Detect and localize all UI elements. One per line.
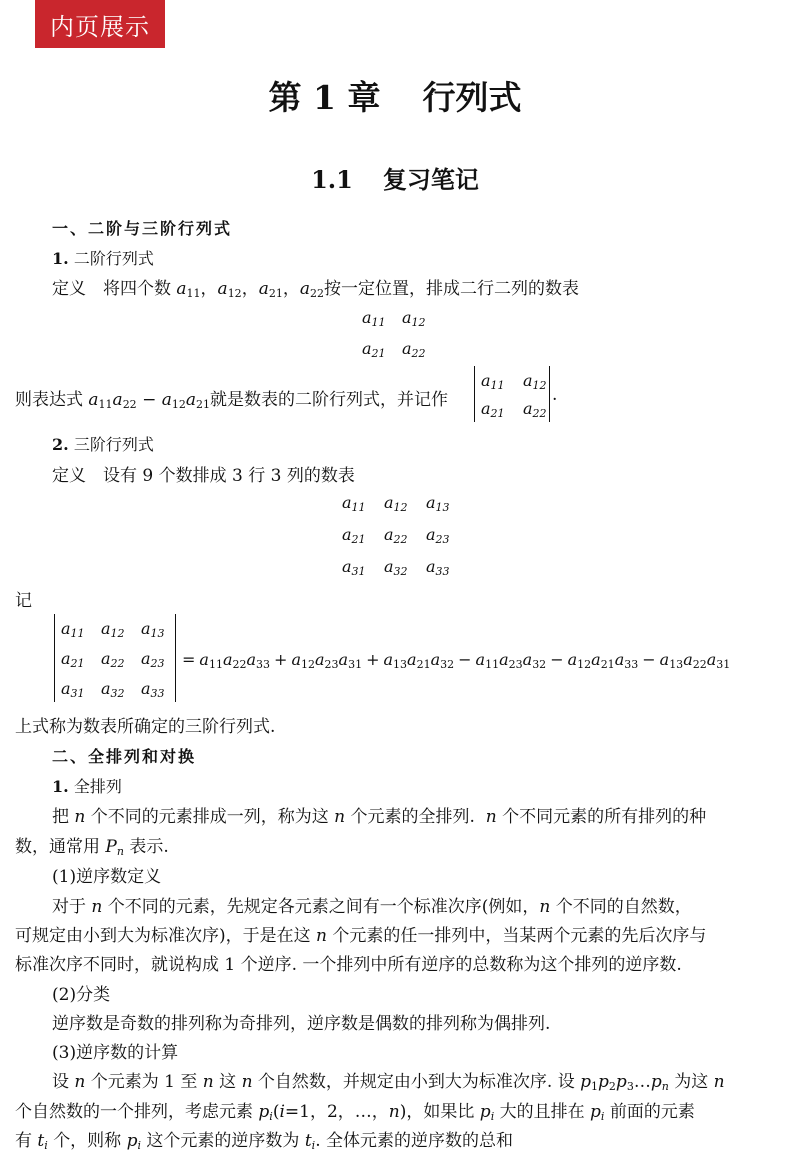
matrix-3x3-row-1: $a_{11}$ $a_{12}$ $a_{13}$	[342, 493, 450, 514]
chapter-title	[0, 72, 790, 119]
expansion-term: − $a_{11}a_{23}a_{32}$	[458, 650, 547, 671]
heading-permutations: 二、全排列和对换	[52, 747, 197, 766]
subheading-inversion-definition: (1)逆序数定义	[52, 867, 162, 887]
expansion-term: − $a_{13}a_{22}a_{31}$	[642, 650, 731, 671]
definition-second-order: 定义 将四个数 $a_{11}$，$a_{12}$，$a_{21}$，$a_{22}$按一定位置，排成二行二列的数表	[52, 279, 579, 300]
inversion-paragraph-line-2: 可规定由小到大为标准次序)，于是在这 n 个元素的任一排列中，当某两个元素的先后次序与	[15, 926, 707, 946]
section-number: 1.1	[311, 165, 353, 194]
second-order-expression: 则表达式 $a_{11}a_{22} - a_{12}a_{21}$就是数表的二阶行列式，并记作	[15, 390, 449, 411]
content-preview-badge: 内页展示	[35, 0, 165, 48]
expansion-term: + $a_{12}a_{23}a_{31}$	[274, 650, 363, 671]
determinant-3x3: $a_{11}$ $a_{12}$ $a_{13}$ $a_{21}$ $a_{22}$ $a_{23}$ $a_{31}$ $a_{32}$ $a_{33}$	[54, 614, 176, 702]
expansion-term: + $a_{13}a_{21}a_{32}$	[366, 650, 455, 671]
matrix-2x2-row-2: $a_{21}$ $a_{22}$	[362, 339, 426, 360]
inversion-paragraph-line-1: 对于 n 个不同的元素，先规定各元素之间有一个标准次序(例如，n 个不同的自然数，	[52, 897, 692, 917]
heading-full-permutation: 1. 全排列	[52, 777, 122, 796]
calculation-paragraph-line-3: 有 $t_i$ 个，则称 $p_i$ 这个元素的逆序数为 $t_i$. 全体元素的逆序数的总和	[15, 1131, 514, 1152]
section-name: 复习笔记	[382, 165, 479, 194]
determinant-expansion	[178, 650, 730, 669]
permutation-paragraph-line-2: 数，通常用 $P_n$ 表示.	[15, 837, 169, 858]
third-order-caption: 上式称为数表所确定的三阶行列式.	[15, 717, 276, 737]
heading-third-order: 2. 三阶行列式	[52, 435, 154, 454]
calculation-paragraph-line-2: 个自然数的一个排列，考虑元素 $p_i(i=1$，2，…，n)，如果比 $p_i$ 大的且排在 $p_i$ 前面的元素	[15, 1102, 695, 1123]
expansion-term: = $a_{11}a_{22}a_{33}$	[182, 650, 271, 671]
subheading-classification: (2)分类	[52, 985, 111, 1005]
chapter-number: 第 1 章	[268, 78, 381, 117]
heading-second-order: 1. 二阶行列式	[52, 249, 154, 268]
definition-third-order: 定义 设有 9 个数排成 3 行 3 列的数表	[52, 466, 355, 486]
inversion-paragraph-line-3: 标准次序不同时，就说构成 1 个逆序. 一个排列中所有逆序的总数称为这个排列的逆序数.	[15, 955, 682, 975]
chapter-name: 行列式	[422, 78, 522, 117]
matrix-3x3-row-3: $a_{31}$ $a_{32}$ $a_{33}$	[342, 557, 450, 578]
permutation-paragraph-line-1: 把 n 个不同的元素排成一列，称为这 n 个元素的全排列. n 个不同元素的所有排列的种	[52, 807, 707, 827]
ji-label: 记	[15, 591, 32, 611]
classification-paragraph: 逆序数是奇数的排列称为奇排列，逆序数是偶数的排列称为偶排列.	[52, 1014, 551, 1034]
determinant-2x2: $a_{11}$ $a_{12}$ $a_{21}$ $a_{22}$	[474, 366, 550, 422]
subheading-inversion-calculation: (3)逆序数的计算	[52, 1043, 179, 1063]
period: .	[552, 385, 558, 405]
matrix-2x2-row-1: $a_{11}$ $a_{12}$	[362, 308, 426, 329]
heading-determinants: 一、二阶与三阶行列式	[52, 219, 233, 238]
expansion-term: − $a_{12}a_{21}a_{33}$	[550, 650, 639, 671]
matrix-3x3-row-2: $a_{21}$ $a_{22}$ $a_{23}$	[342, 525, 450, 546]
calculation-paragraph-line-1: 设 n 个元素为 1 至 n 这 n 个自然数，并规定由小到大为标准次序. 设 $p_1p_2p_3\dots p_n$ 为这 n	[52, 1072, 725, 1093]
section-title	[0, 160, 790, 195]
